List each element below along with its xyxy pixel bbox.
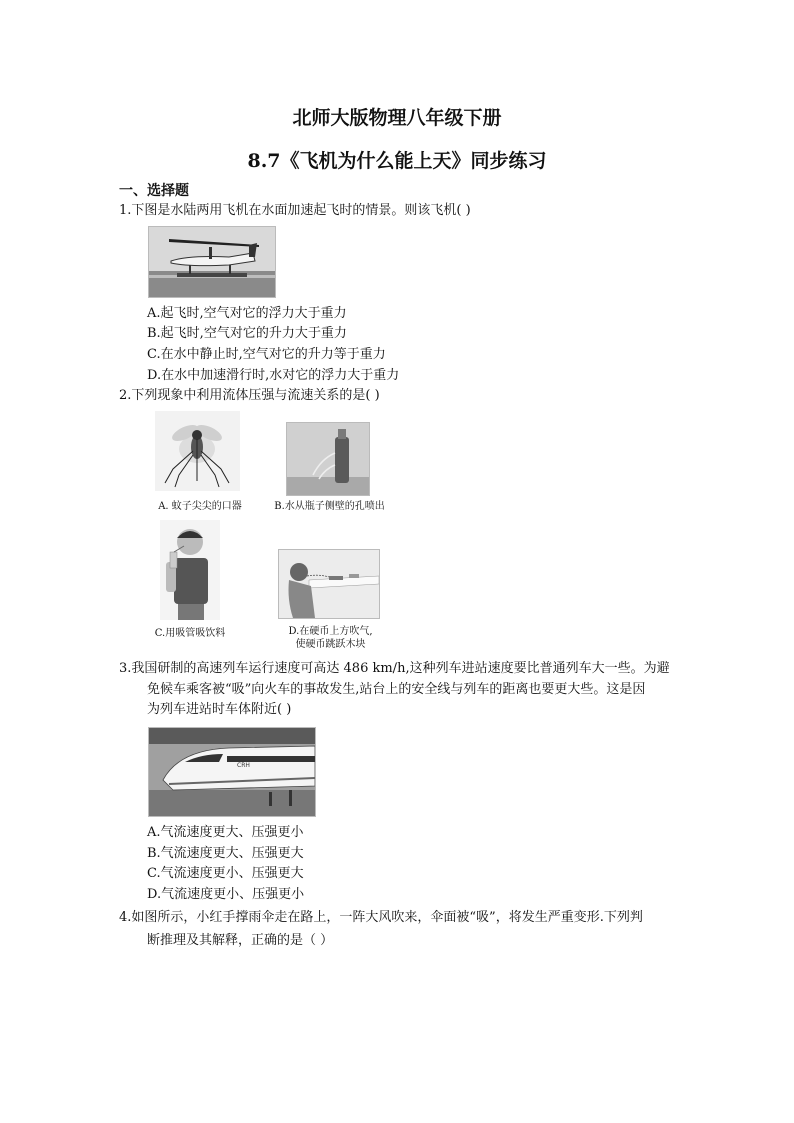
coin-blow-image bbox=[278, 549, 380, 619]
boy-drawing bbox=[160, 520, 220, 620]
question-3-line-1: 3.我国研制的高速列车运行速度可高达 486 km/h,这种列车进站速度要比普通列车大一些。为避 bbox=[119, 661, 670, 676]
seaplane-drawing bbox=[149, 227, 275, 297]
q1-option-d: D.在水中加速滑行时,水对它的浮力大于重力 bbox=[147, 368, 400, 383]
mosquito-drawing bbox=[155, 411, 240, 491]
q3-option-b: B.气流速度更大、压强更大 bbox=[147, 846, 304, 861]
q1-option-b: B.起飞时,空气对它的升力大于重力 bbox=[147, 326, 347, 341]
question-1-stem: 1.下图是水陆两用飞机在水面加速起飞时的情景。则该飞机( ) bbox=[119, 203, 471, 218]
q2-caption-a: A. 蚊子尖尖的口器 bbox=[158, 501, 242, 512]
q3-option-c: C.气流速度更小、压强更大 bbox=[147, 866, 304, 881]
question-3-line-3: 为列车进站时车体附近( ) bbox=[147, 702, 292, 717]
seaplane-image bbox=[148, 226, 276, 298]
question-3-line-2: 免候车乘客被“吸”向火车的事故发生,站台上的安全线与列车的距离也要更大些。这是因 bbox=[147, 682, 646, 697]
coin-drawing bbox=[279, 550, 379, 618]
page-title: 北师大版物理八年级下册 bbox=[292, 107, 502, 129]
bottle-image bbox=[286, 422, 370, 496]
train-label: CRH bbox=[237, 762, 250, 769]
q2-caption-c: C.用吸管吸饮料 bbox=[154, 628, 226, 639]
train-drawing bbox=[149, 728, 315, 816]
question-4-line-2: 断推理及其解释，正确的是（ ） bbox=[147, 933, 334, 948]
question-4-line-1: 4.如图所示，小红手撑雨伞走在路上，一阵大风吹来，伞面被“吸”，将发生严重变形.下列判 bbox=[119, 910, 643, 925]
mosquito-image bbox=[155, 411, 240, 491]
bottle-drawing bbox=[287, 423, 369, 495]
q1-option-c: C.在水中静止时,空气对它的升力等于重力 bbox=[147, 347, 386, 362]
page-subtitle: 8.7《飞机为什么能上天》同步练习 bbox=[247, 150, 547, 172]
q3-option-d: D.气流速度更小、压强更小 bbox=[147, 887, 305, 902]
q2-caption-d-line1: D.在硬币上方吹气, bbox=[288, 626, 373, 637]
section-heading: 一、选择题 bbox=[119, 183, 189, 199]
question-2-stem: 2.下列现象中利用流体压强与流速关系的是( ) bbox=[119, 388, 380, 403]
q1-option-a: A.起飞时,空气对它的浮力大于重力 bbox=[147, 306, 347, 321]
q3-option-a: A.气流速度更大、压强更小 bbox=[147, 825, 304, 840]
high-speed-train-image bbox=[148, 727, 316, 817]
boy-straw-image bbox=[160, 520, 220, 620]
q2-caption-d-line2: 使硬币跳跃木块 bbox=[295, 639, 366, 650]
q2-caption-b: B.水从瓶子侧壁的孔喷出 bbox=[274, 501, 385, 512]
